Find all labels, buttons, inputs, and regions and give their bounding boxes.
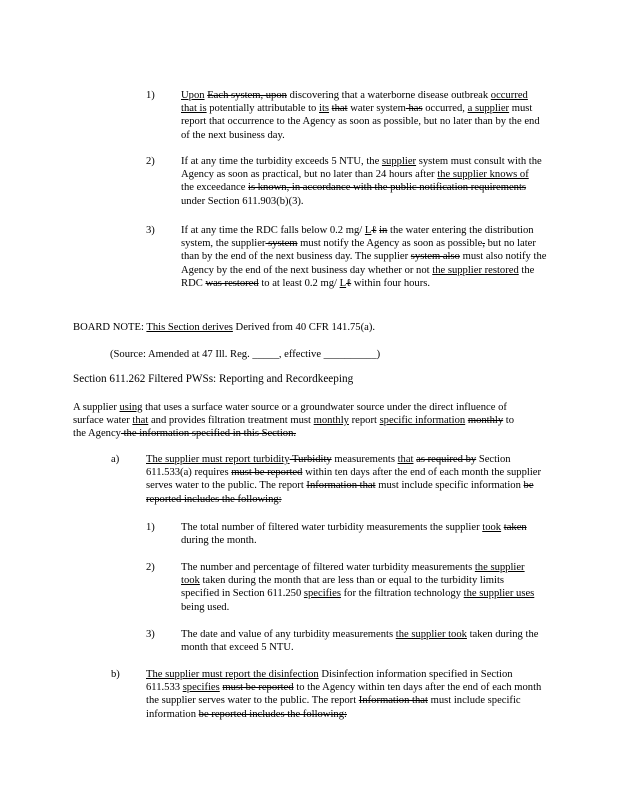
- deleted-text: Information that: [306, 480, 376, 492]
- text-run: the exceedance: [181, 182, 249, 194]
- deleted-text: system: [265, 238, 298, 250]
- inserted-text: the supplier uses: [463, 588, 535, 600]
- inserted-text: the supplier restored: [432, 264, 519, 276]
- text-run: but no later than by the end of the next business day. The supplier: [181, 238, 536, 263]
- text-run: to the Agency: [73, 415, 515, 440]
- section-heading: Section 611.262 Filtered PWSs: Reporting and Recordkeeping: [73, 373, 354, 385]
- text-run: occurred,: [422, 103, 468, 115]
- text-run: under Section 611.903(b)(3).: [181, 195, 304, 207]
- text-run: must notify the Agency as soon as possible: [297, 238, 483, 250]
- deleted-text: Information that: [358, 695, 428, 707]
- list-number: 3): [146, 225, 155, 236]
- deleted-text: has: [405, 103, 423, 115]
- deleted-text: the information specified in this Section.: [120, 428, 297, 440]
- intro-paragraph: [73, 401, 528, 441]
- inserted-text: its: [319, 103, 330, 115]
- text-run: measurements: [331, 454, 398, 465]
- deleted-text: in: [379, 225, 388, 236]
- text-run: to at least 0.2 mg/: [258, 277, 340, 289]
- inserted-text: using: [119, 402, 143, 413]
- list-item-text: [181, 89, 543, 142]
- text-run: The date and value of any turbidity measurements: [181, 629, 396, 640]
- sub-item-number: 3): [146, 629, 155, 640]
- deleted-text: that: [331, 103, 348, 115]
- inserted-text: the supplier took: [395, 629, 467, 640]
- deleted-text: Turbidity: [289, 454, 332, 465]
- text-run: within ten days after the end of each month the supplier serves water to the public. The report: [146, 467, 542, 492]
- deleted-text: taken: [503, 522, 527, 533]
- text-run: the water entering the distribution system, the supplier: [181, 225, 534, 250]
- text-run: and provides filtration treatment must: [148, 415, 314, 427]
- inserted-text: that: [132, 415, 149, 427]
- source-note: (Source: Amended at 47 Ill. Reg. _____, effective __________): [110, 349, 381, 360]
- deleted-text: ,: [482, 238, 485, 250]
- inserted-text: specifies: [182, 682, 220, 694]
- text-run: within four hours.: [351, 277, 431, 289]
- item-letter: b): [111, 669, 120, 680]
- inserted-text: occurred that is: [181, 90, 528, 115]
- sub-item-number: 1): [146, 522, 155, 533]
- inserted-text: The supplier must report turbidity: [146, 454, 290, 465]
- inserted-text: L: [339, 277, 347, 289]
- text-run: The total number of filtered water turbidity measurements the supplier: [181, 522, 483, 533]
- text-run: A supplier: [73, 402, 120, 413]
- deleted-text: as required by: [416, 454, 477, 465]
- text-run: must include specific information: [146, 695, 521, 720]
- text-run: during the month.: [181, 535, 257, 547]
- inserted-text: the supplier took: [181, 562, 525, 587]
- text-run: water system: [347, 103, 406, 115]
- text-run: BOARD NOTE:: [73, 322, 147, 333]
- list-number: 1): [146, 90, 155, 101]
- deleted-text: Each system, upon: [207, 90, 287, 101]
- text-run: for the filtration technology: [340, 588, 464, 600]
- text-run: must report that occurrence to the Agency as soon as possible, but no later than by the end of the next business day.: [181, 103, 540, 141]
- text-run: If at any time the RDC falls below 0.2 mg/: [181, 225, 365, 236]
- text-run: report: [348, 415, 380, 427]
- sub-item-text: [181, 561, 541, 614]
- deleted-text: be reported includes the following:: [146, 480, 534, 505]
- text-run: Section 611.533(a) requires: [146, 454, 511, 479]
- inserted-text: that: [397, 454, 414, 465]
- deleted-text: ℓ: [346, 277, 352, 289]
- text-run: that uses a surface water source or a groundwater source under the direct influence of surface water: [73, 402, 507, 427]
- inserted-text: the supplier knows of: [437, 169, 529, 181]
- text-run: If at any time the turbidity exceeds 5 NTU, the: [181, 156, 382, 167]
- inserted-text: specifies: [303, 588, 341, 600]
- deleted-text: system also: [410, 251, 460, 263]
- deleted-text: was restored: [205, 277, 259, 289]
- deleted-text: is known, in accordance with the public notification requirements: [248, 182, 527, 194]
- sub-item-number: 2): [146, 562, 155, 573]
- text-run: taken during the month that exceed 5 NTU.: [181, 629, 539, 654]
- board-note: [73, 321, 553, 334]
- text-run: potentially attributable to: [206, 103, 319, 115]
- sub-item-text: [181, 628, 541, 654]
- deleted-text: must be reported: [222, 682, 294, 694]
- item-letter: a): [111, 454, 120, 465]
- text-run: system must consult with the Agency as soon as practical, but no later than 24 hours after: [181, 156, 542, 181]
- text-run: Derived from 40 CFR 141.75(a).: [232, 322, 376, 333]
- deleted-text: be reported includes the following:: [198, 708, 347, 720]
- text-run: discovering that a waterborne disease outbreak: [286, 90, 491, 101]
- inserted-text: took: [482, 522, 502, 533]
- inserted-text: L: [364, 225, 372, 236]
- text-run: taken during the month that are less than or equal to the turbidity limits specified in Section 611.250: [181, 575, 505, 600]
- list-item-text: [181, 155, 543, 208]
- text-run: the RDC: [181, 264, 535, 289]
- deleted-text: must be reported: [231, 467, 303, 479]
- list-item-text: [181, 224, 549, 290]
- inserted-text: a supplier: [467, 103, 510, 115]
- item-text: [146, 668, 546, 721]
- text-run: must include specific information: [375, 480, 524, 492]
- text-run: must also notify the Agency by the end of the next business day whether or not: [181, 251, 547, 276]
- text-run: being used.: [181, 601, 230, 613]
- inserted-text: monthly: [313, 415, 349, 427]
- deleted-text: ℓ: [371, 225, 377, 236]
- inserted-text: This Section derives: [146, 322, 233, 333]
- text-run: Disinfection information specified in Section 611.533: [146, 669, 513, 694]
- list-number: 2): [146, 156, 155, 167]
- item-text: [146, 453, 546, 506]
- inserted-text: supplier: [381, 156, 417, 167]
- inserted-text: The supplier must report the disinfection: [146, 669, 319, 680]
- sub-item-text: [181, 521, 541, 547]
- text-run: The number and percentage of filtered water turbidity measurements: [181, 562, 475, 573]
- deleted-text: monthly: [467, 415, 504, 427]
- text-run: to the Agency within ten days after the end of each month the supplier serves water to the public. The report: [146, 682, 542, 707]
- inserted-text: Upon: [181, 90, 205, 101]
- inserted-text: specific information: [379, 415, 466, 427]
